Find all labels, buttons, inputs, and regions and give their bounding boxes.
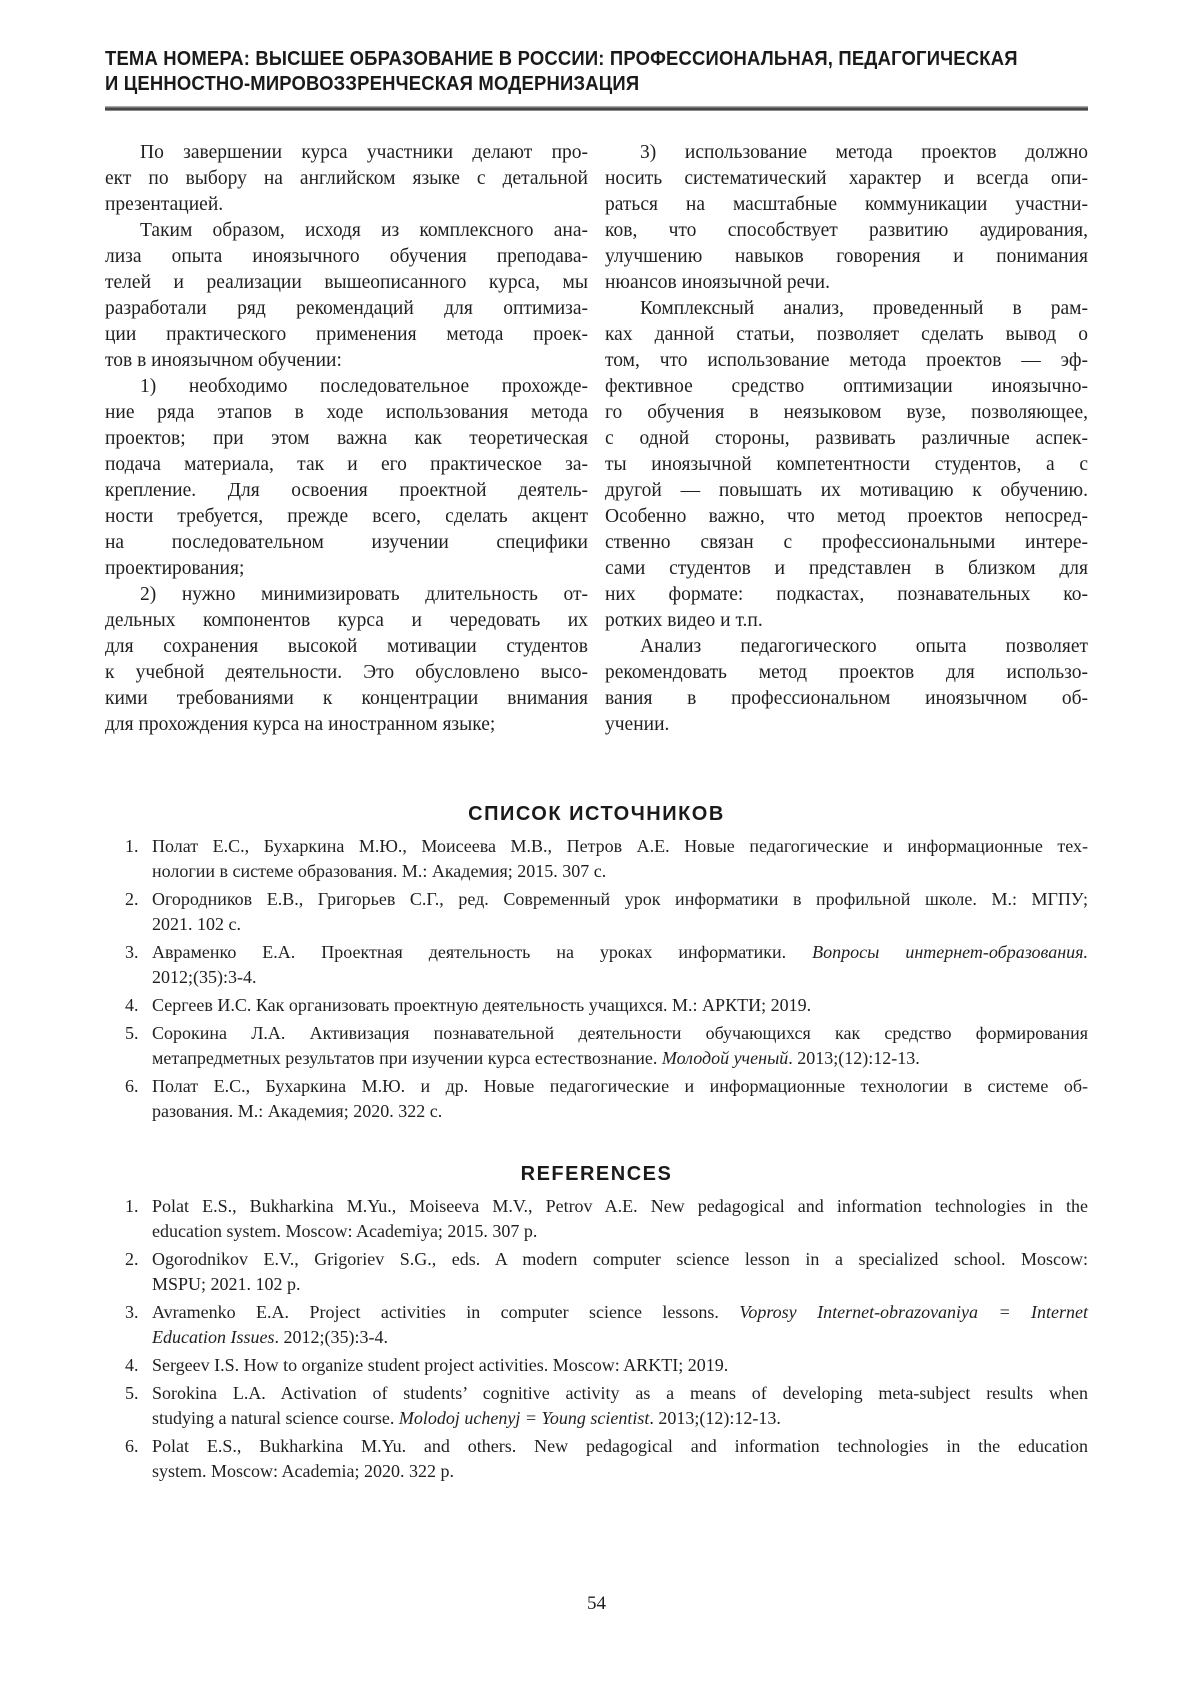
reference-line — [152, 912, 1088, 937]
paragraph — [605, 296, 1088, 634]
reference-text: 2012;(35):3-4. — [152, 967, 257, 987]
text-line: 2) нужно минимизировать длительность от- — [140, 584, 588, 605]
text-line: ственно связан с профессиональными интере- — [605, 532, 1088, 553]
item-number: 5. — [125, 1383, 139, 1403]
paragraph — [105, 582, 588, 738]
column-left — [105, 140, 588, 738]
text-line: раться на масштабные коммуникации участни- — [605, 194, 1088, 215]
reference-item — [105, 1074, 1088, 1124]
item-number: 2. — [125, 889, 139, 909]
text-line: лиза опыта иноязычного обучения преподава- — [105, 246, 588, 267]
running-head-line-2: И ЦЕННОСТНО-МИРОВОЗЗРЕНЧЕСКАЯ МОДЕРНИЗАЦИЯ — [105, 72, 640, 95]
paragraph — [605, 140, 1088, 296]
text-line: 1) необходимо последовательное прохожде- — [140, 376, 588, 397]
text-line: фективное средство оптимизации иноязычно- — [605, 376, 1088, 397]
reference-line — [152, 859, 1088, 884]
running-head — [105, 46, 1088, 96]
reference-text: system. Moscow: Academia; 2020. 322 p. — [152, 1461, 454, 1481]
paragraph — [105, 374, 588, 582]
item-number: 1. — [125, 1196, 139, 1216]
reference-line — [152, 1353, 1088, 1378]
reference-line — [152, 993, 1088, 1018]
reference-text: . 2013;(12):12-13. — [788, 1048, 920, 1068]
reference-text: Сорокина Л.А. Активизация познавательной деятельности обучающихся как средство формирования — [152, 1023, 1088, 1043]
article-body — [105, 140, 1088, 738]
reference-text: метапредметных результатов при изучении курса естествознание. — [152, 1048, 662, 1068]
text-line: них формате: подкастах, познавательных ко- — [605, 584, 1088, 605]
reference-line — [152, 940, 1088, 965]
reference-text: Сергеев И.С. Как организовать проектную деятельность учащихся. М.: АРКТИ; 2019. — [152, 995, 812, 1015]
text-line: ции практического применения метода проек- — [105, 324, 588, 345]
text-line: ков, что способствует развитию аудирования, — [605, 220, 1088, 241]
reference-line — [152, 1272, 1088, 1297]
text-line: Таким образом, исходя из комплексного ана- — [140, 220, 588, 241]
reference-text: MSPU; 2021. 102 p. — [152, 1274, 301, 1294]
page-number: 54 — [587, 1593, 606, 1614]
sources-section-title: СПИСОК ИСТОЧНИКОВ — [468, 803, 725, 825]
text-line: ротких видео и т.п. — [605, 610, 763, 631]
item-number: 6. — [125, 1076, 139, 1096]
reference-line — [152, 1247, 1088, 1272]
reference-line — [152, 1074, 1088, 1099]
reference-item — [105, 1021, 1088, 1071]
text-line: ты иноязычной компетентности студентов, а с — [605, 454, 1088, 475]
reference-text: Огородников Е.В., Григорьев С.Г., ред. Современный урок информатики в профильной школе. М.: МГПУ; — [152, 889, 1088, 909]
text-line: с одной стороны, развивать различные аспек- — [605, 428, 1088, 449]
sources-list — [105, 834, 1088, 1124]
item-number: 5. — [125, 1023, 139, 1043]
text-line: ности требуется, прежде всего, сделать акцент — [105, 506, 588, 527]
text-line: Анализ педагогического опыта позволяет — [640, 636, 1088, 657]
item-number: 4. — [125, 995, 139, 1015]
text-line: другой — повышать их мотивацию к обучению. — [605, 480, 1088, 501]
text-line: для прохождения курса на иностранном языке; — [105, 714, 496, 735]
text-line: Комплексный анализ, проведенный в рам- — [640, 298, 1088, 319]
reference-text: нологии в системе образования. М.: Академия; 2015. 307 с. — [152, 861, 607, 881]
text-line: го обучения в неязыковом вузе, позволяющее, — [605, 402, 1088, 423]
journal-title-italic: Education Issues — [152, 1327, 275, 1347]
reference-line — [152, 965, 1088, 990]
header-divider-rule — [105, 106, 1088, 111]
text-line: 3) использование метода проектов должно — [640, 142, 1088, 163]
text-line: для сохранения высокой мотивации студентов — [105, 636, 588, 657]
text-line: проектов; при этом важна как теоретическая — [105, 428, 588, 449]
text-line: рекомендовать метод проектов для использо- — [605, 662, 1088, 683]
reference-item — [105, 887, 1088, 937]
journal-title-italic: Voprosy Internet-obrazovaniya = Internet — [739, 1302, 1088, 1322]
text-line: разработали ряд рекомендаций для оптимиза- — [105, 298, 588, 319]
item-number: 3. — [125, 942, 139, 962]
text-line: ект по выбору на английском языке с детальной — [105, 168, 588, 189]
reference-text: Sorokina L.A. Activation of students’ cognitive activity as a means of developing meta-subject results when — [152, 1383, 1088, 1403]
reference-item — [105, 1300, 1088, 1350]
text-line: к учебной деятельности. Это обусловлено высо- — [105, 662, 588, 683]
references-section-title: REFERENCES — [520, 1163, 673, 1185]
reference-text: . 2012;(35):3-4. — [274, 1327, 388, 1347]
reference-text: studying a natural science course. — [152, 1408, 399, 1428]
reference-line — [152, 1194, 1088, 1219]
reference-text: разования. М.: Академия; 2020. 322 с. — [152, 1101, 443, 1121]
reference-text: . 2013;(12):12-13. — [649, 1408, 781, 1428]
reference-line — [152, 887, 1088, 912]
reference-item — [105, 1353, 1088, 1378]
reference-line — [152, 1459, 1088, 1484]
reference-line — [152, 1099, 1088, 1124]
text-line: подача материала, так и его практическое за- — [105, 454, 588, 475]
journal-title-italic: Molodoj uchenyj = Young scientist — [398, 1408, 650, 1428]
text-line: ках данной статьи, позволяет сделать вывод о — [605, 324, 1088, 345]
text-line: проектирования; — [105, 558, 245, 579]
text-line: на последовательном изучении специфики — [105, 532, 588, 553]
text-line: презентацией. — [105, 194, 224, 215]
running-head-line-1: ТЕМА НОМЕРА: ВЫСШЕЕ ОБРАЗОВАНИЕ В РОССИИ: ПРОФЕССИОНАЛЬНАЯ, ПЕДАГОГИЧЕСКАЯ — [105, 47, 1018, 70]
text-line: учении. — [605, 714, 670, 735]
reference-text: Sergeev I.S. How to organize student project activities. Moscow: ARKTI; 2019. — [152, 1355, 729, 1375]
text-line: носить систематический характер и всегда опи- — [605, 168, 1088, 189]
item-number: 6. — [125, 1436, 139, 1456]
reference-text: education system. Moscow: Academiya; 2015. 307 p. — [152, 1221, 538, 1241]
reference-item — [105, 1247, 1088, 1297]
reference-line — [152, 1381, 1088, 1406]
reference-text: 2021. 102 с. — [152, 914, 241, 934]
reference-item — [105, 1381, 1088, 1431]
item-number: 3. — [125, 1302, 139, 1322]
reference-line — [152, 1021, 1088, 1046]
reference-text: Polat E.S., Bukharkina M.Yu., Moiseeva M.V., Petrov A.E. New pedagogical and information technologies in the — [152, 1196, 1088, 1216]
reference-text: Полат Е.С., Бухаркина М.Ю. и др. Новые педагогические и информационные технологии в системе об- — [152, 1076, 1088, 1096]
paragraph — [105, 140, 588, 218]
text-line: крепление. Для освоения проектной деятель- — [105, 480, 588, 501]
reference-item — [105, 1434, 1088, 1484]
reference-text: Polat E.S., Bukharkina M.Yu. and others. New pedagogical and information technologies in the education — [152, 1436, 1088, 1456]
text-line: нюансов иноязычной речи. — [605, 272, 830, 293]
text-line: кими требованиями к концентрации внимания — [105, 688, 588, 709]
reference-text: Avramenko E.A. Project activities in computer science lessons. — [152, 1302, 740, 1322]
text-line: том, что использование метода проектов — эф- — [605, 350, 1088, 371]
references-list — [105, 1194, 1088, 1484]
reference-item — [105, 993, 1088, 1018]
paragraph — [105, 218, 588, 374]
journal-title-italic: Молодой ученый — [661, 1048, 789, 1068]
reference-item — [105, 834, 1088, 884]
text-line: вания в профессиональном иноязычном об- — [605, 688, 1088, 709]
reference-item — [105, 940, 1088, 990]
text-line: улучшению навыков говорения и понимания — [605, 246, 1088, 267]
item-number: 2. — [125, 1249, 139, 1269]
reference-line — [152, 1406, 1088, 1431]
reference-line — [152, 1325, 1088, 1350]
reference-line — [152, 1046, 1088, 1071]
paragraph — [605, 634, 1088, 738]
reference-line — [152, 1219, 1088, 1244]
text-line: тов в иноязычном обучении: — [105, 350, 342, 371]
reference-text: Ogorodnikov E.V., Grigoriev S.G., eds. A modern computer science lesson in a specialized school. Moscow: — [152, 1249, 1088, 1269]
reference-line — [152, 1434, 1088, 1459]
reference-item — [105, 1194, 1088, 1244]
text-line: По завершении курса участники делают про- — [140, 142, 588, 163]
journal-title-italic: Вопросы интернет-образования. — [812, 942, 1089, 962]
text-line: Особенно важно, что метод проектов непосред- — [605, 506, 1088, 527]
reference-line — [152, 1300, 1088, 1325]
text-line: дельных компонентов курса и чередовать их — [105, 610, 588, 631]
text-line: телей и реализации вышеописанного курса, мы — [105, 272, 588, 293]
reference-text: Авраменко Е.А. Проектная деятельность на уроках информатики. — [152, 942, 813, 962]
text-line: ние ряда этапов в ходе использования метода — [105, 402, 588, 423]
text-line: сами студентов и представлен в близком для — [605, 558, 1088, 579]
reference-line — [152, 834, 1088, 859]
column-right — [605, 140, 1088, 738]
reference-text: Полат Е.С., Бухаркина М.Ю., Моисеева М.В., Петров А.Е. Новые педагогические и информационные тех- — [152, 836, 1088, 856]
item-number: 1. — [125, 836, 139, 856]
item-number: 4. — [125, 1355, 139, 1375]
